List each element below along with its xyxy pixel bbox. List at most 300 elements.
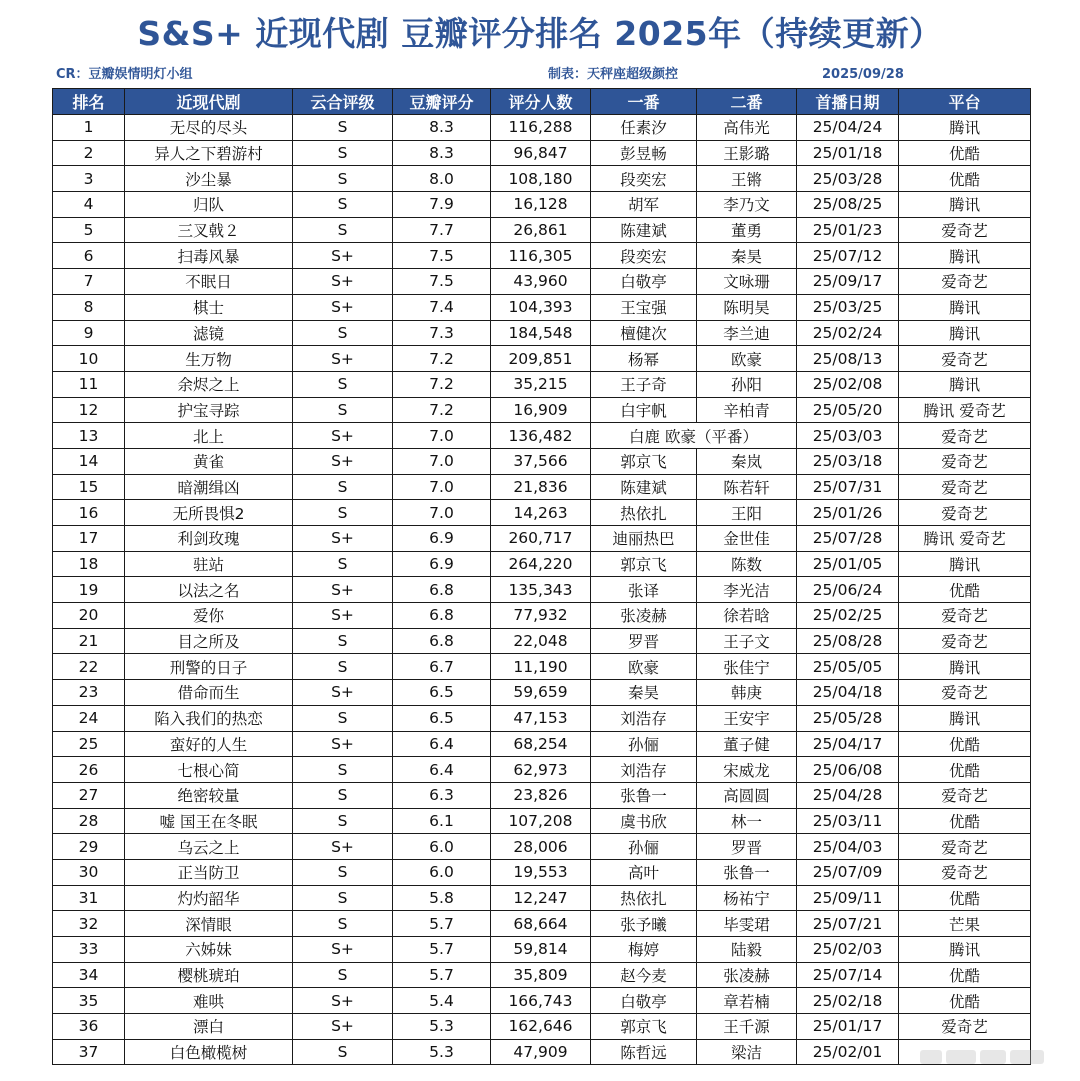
drama-name-cell: 异人之下碧游村: [125, 140, 293, 166]
drama-name-cell: 绝密较量: [125, 782, 293, 808]
rating-count-cell: 22,048: [491, 628, 591, 654]
platform-cell: 腾讯 爱奇艺: [899, 526, 1031, 552]
lead2-cell: 孙阳: [697, 371, 797, 397]
lead1-cell: 彭昱畅: [591, 140, 697, 166]
rating-count-cell: 35,215: [491, 371, 591, 397]
rating-count-cell: 16,128: [491, 192, 591, 218]
premiere-date-cell: 25/03/28: [797, 166, 899, 192]
premiere-date-cell: 25/03/11: [797, 808, 899, 834]
table-row: [53, 937, 1031, 963]
rank-cell: 18: [53, 551, 125, 577]
lead2-cell: 张鲁一: [697, 859, 797, 885]
platform-cell: 爱奇艺: [899, 217, 1031, 243]
table-row: [53, 628, 1031, 654]
rank-cell: 26: [53, 757, 125, 783]
grade-cell: S: [293, 474, 393, 500]
platform-cell: 腾讯: [899, 705, 1031, 731]
rank-cell: 4: [53, 192, 125, 218]
score-cell: 7.2: [393, 346, 491, 372]
rating-count-cell: 19,553: [491, 859, 591, 885]
score-cell: 5.4: [393, 988, 491, 1014]
lead1-cell: 白敬亭: [591, 269, 697, 295]
grade-cell: S: [293, 654, 393, 680]
table-row: [53, 269, 1031, 295]
lead2-cell: 金世佳: [697, 526, 797, 552]
lead2-cell: 李光洁: [697, 577, 797, 603]
score-cell: 7.4: [393, 294, 491, 320]
drama-name-cell: 以法之名: [125, 577, 293, 603]
platform-cell: 优酷: [899, 885, 1031, 911]
platform-cell: 爱奇艺: [899, 628, 1031, 654]
score-cell: 6.4: [393, 757, 491, 783]
lead1-cell: 段奕宏: [591, 243, 697, 269]
lead2-cell: 董勇: [697, 217, 797, 243]
lead1-cell: 刘浩存: [591, 705, 697, 731]
grade-cell: S+: [293, 834, 393, 860]
grade-cell: S+: [293, 988, 393, 1014]
grade-cell: S+: [293, 269, 393, 295]
platform-cell: 优酷: [899, 988, 1031, 1014]
col-header-date: 首播日期: [797, 89, 899, 115]
grade-cell: S+: [293, 448, 393, 474]
platform-cell: 爱奇艺: [899, 448, 1031, 474]
lead2-cell: 秦岚: [697, 448, 797, 474]
table-row: [53, 1039, 1031, 1065]
rank-cell: 8: [53, 294, 125, 320]
score-cell: 6.0: [393, 834, 491, 860]
lead2-cell: 梁洁: [697, 1039, 797, 1065]
table-row: [53, 859, 1031, 885]
premiere-date-cell: 25/08/28: [797, 628, 899, 654]
drama-name-cell: 无所畏惧2: [125, 500, 293, 526]
rating-count-cell: 264,220: [491, 551, 591, 577]
platform-cell: 芒果: [899, 911, 1031, 937]
rank-cell: 10: [53, 346, 125, 372]
premiere-date-cell: 25/07/09: [797, 859, 899, 885]
drama-name-cell: 利剑玫瑰: [125, 526, 293, 552]
platform-cell: 优酷: [899, 731, 1031, 757]
grade-cell: S+: [293, 680, 393, 706]
score-cell: 6.5: [393, 680, 491, 706]
premiere-date-cell: 25/06/24: [797, 577, 899, 603]
lead1-cell: 杨幂: [591, 346, 697, 372]
lead1-cell: 段奕宏: [591, 166, 697, 192]
grade-cell: S: [293, 192, 393, 218]
lead1-cell: 王宝强: [591, 294, 697, 320]
rating-count-cell: 68,664: [491, 911, 591, 937]
table-row: [53, 346, 1031, 372]
lead1-cell: 虞书欣: [591, 808, 697, 834]
drama-name-cell: 不眠日: [125, 269, 293, 295]
rank-cell: 35: [53, 988, 125, 1014]
table-row: [53, 500, 1031, 526]
rating-count-cell: 116,305: [491, 243, 591, 269]
rating-count-cell: 62,973: [491, 757, 591, 783]
rating-count-cell: 135,343: [491, 577, 591, 603]
premiere-date-cell: 25/02/25: [797, 603, 899, 629]
drama-name-cell: 护宝寻踪: [125, 397, 293, 423]
table-row: [53, 423, 1031, 449]
premiere-date-cell: 25/07/28: [797, 526, 899, 552]
rating-count-cell: 23,826: [491, 782, 591, 808]
premiere-date-cell: 25/04/17: [797, 731, 899, 757]
drama-name-cell: 扫毒风暴: [125, 243, 293, 269]
rating-count-cell: 209,851: [491, 346, 591, 372]
rank-cell: 33: [53, 937, 125, 963]
lead1-cell: 梅婷: [591, 937, 697, 963]
rank-cell: 32: [53, 911, 125, 937]
platform-cell: 优酷: [899, 166, 1031, 192]
premiere-date-cell: 25/04/24: [797, 115, 899, 141]
score-cell: 6.8: [393, 628, 491, 654]
premiere-date-cell: 25/01/26: [797, 500, 899, 526]
lead1-cell: 热依扎: [591, 500, 697, 526]
grade-cell: S: [293, 705, 393, 731]
rating-count-cell: 184,548: [491, 320, 591, 346]
grade-cell: S+: [293, 423, 393, 449]
lead1-cell: 郭京飞: [591, 1014, 697, 1040]
drama-name-cell: 北上: [125, 423, 293, 449]
score-cell: 7.2: [393, 371, 491, 397]
lead2-cell: 欧豪: [697, 346, 797, 372]
score-cell: 8.3: [393, 115, 491, 141]
rating-count-cell: 12,247: [491, 885, 591, 911]
lead1-cell: 刘浩存: [591, 757, 697, 783]
drama-name-cell: 爱你: [125, 603, 293, 629]
table-row: [53, 192, 1031, 218]
lead1-cell: 高叶: [591, 859, 697, 885]
premiere-date-cell: 25/04/28: [797, 782, 899, 808]
premiere-date-cell: 25/01/23: [797, 217, 899, 243]
lead2-cell: 毕雯珺: [697, 911, 797, 937]
table-row: [53, 680, 1031, 706]
grade-cell: S: [293, 962, 393, 988]
premiere-date-cell: 25/05/05: [797, 654, 899, 680]
rank-cell: 1: [53, 115, 125, 141]
drama-name-cell: 无尽的尽头: [125, 115, 293, 141]
rating-count-cell: 47,153: [491, 705, 591, 731]
drama-name-cell: 难哄: [125, 988, 293, 1014]
score-cell: 8.0: [393, 166, 491, 192]
drama-name-cell: 深情眼: [125, 911, 293, 937]
score-cell: 7.0: [393, 474, 491, 500]
score-cell: 5.3: [393, 1014, 491, 1040]
lead1-cell: 张鲁一: [591, 782, 697, 808]
score-cell: 7.7: [393, 217, 491, 243]
col-header-grade: 云合评级: [293, 89, 393, 115]
premiere-date-cell: 25/07/12: [797, 243, 899, 269]
lead1-cell: 张凌赫: [591, 603, 697, 629]
lead2-cell: 秦昊: [697, 243, 797, 269]
rank-cell: 15: [53, 474, 125, 500]
table-row: [53, 654, 1031, 680]
lead1-cell: 欧豪: [591, 654, 697, 680]
score-cell: 5.7: [393, 911, 491, 937]
lead2-cell: 王子文: [697, 628, 797, 654]
premiere-date-cell: 25/01/17: [797, 1014, 899, 1040]
drama-name-cell: 白色橄榄树: [125, 1039, 293, 1065]
score-cell: 5.7: [393, 962, 491, 988]
rating-count-cell: 28,006: [491, 834, 591, 860]
lead1-cell: 陈哲远: [591, 1039, 697, 1065]
rating-count-cell: 96,847: [491, 140, 591, 166]
drama-name-cell: 驻站: [125, 551, 293, 577]
lead1-cell: 郭京飞: [591, 448, 697, 474]
rank-cell: 11: [53, 371, 125, 397]
drama-name-cell: 借命而生: [125, 680, 293, 706]
score-cell: 6.3: [393, 782, 491, 808]
platform-cell: 优酷: [899, 962, 1031, 988]
watermark-logo: [920, 1046, 1060, 1068]
lead1-cell: 张予曦: [591, 911, 697, 937]
table-row: [53, 911, 1031, 937]
grade-cell: S: [293, 115, 393, 141]
table-row: [53, 782, 1031, 808]
lead1-cell: 胡军: [591, 192, 697, 218]
lead1-cell: 白宇帆: [591, 397, 697, 423]
premiere-date-cell: 25/02/03: [797, 937, 899, 963]
rank-cell: 7: [53, 269, 125, 295]
lead2-cell: 王影璐: [697, 140, 797, 166]
score-cell: 7.0: [393, 423, 491, 449]
platform-cell: 爱奇艺: [899, 834, 1031, 860]
lead2-cell: 陈数: [697, 551, 797, 577]
platform-cell: 爱奇艺: [899, 423, 1031, 449]
grade-cell: S+: [293, 603, 393, 629]
score-cell: 7.0: [393, 500, 491, 526]
premiere-date-cell: 25/04/03: [797, 834, 899, 860]
lead2-cell: 李乃文: [697, 192, 797, 218]
table-row: [53, 705, 1031, 731]
lead2-cell: 张凌赫: [697, 962, 797, 988]
rating-count-cell: 16,909: [491, 397, 591, 423]
rating-count-cell: 162,646: [491, 1014, 591, 1040]
score-cell: 5.7: [393, 937, 491, 963]
drama-name-cell: 黄雀: [125, 448, 293, 474]
lead2-cell: 韩庚: [697, 680, 797, 706]
score-cell: 7.5: [393, 243, 491, 269]
lead2-cell: 陆毅: [697, 937, 797, 963]
rating-count-cell: 47,909: [491, 1039, 591, 1065]
col-header-rank: 排名: [53, 89, 125, 115]
rank-cell: 21: [53, 628, 125, 654]
table-row: [53, 603, 1031, 629]
premiere-date-cell: 25/02/08: [797, 371, 899, 397]
platform-cell: 爱奇艺: [899, 859, 1031, 885]
lead2-cell: 宋威龙: [697, 757, 797, 783]
rating-count-cell: 77,932: [491, 603, 591, 629]
rank-cell: 19: [53, 577, 125, 603]
rating-count-cell: 68,254: [491, 731, 591, 757]
platform-cell: 爱奇艺: [899, 1014, 1031, 1040]
score-cell: 5.8: [393, 885, 491, 911]
rating-count-cell: 11,190: [491, 654, 591, 680]
table-row: [53, 526, 1031, 552]
rank-cell: 17: [53, 526, 125, 552]
drama-name-cell: 灼灼韶华: [125, 885, 293, 911]
rank-cell: 37: [53, 1039, 125, 1065]
lead1-cell: 陈建斌: [591, 474, 697, 500]
lead2-cell: 陈明昊: [697, 294, 797, 320]
lead2-cell: 高伟光: [697, 115, 797, 141]
credit-text: CR：豆瓣娱情明灯小组: [56, 67, 193, 82]
lead2-cell: 张佳宁: [697, 654, 797, 680]
lead2-cell: 高圆圆: [697, 782, 797, 808]
score-cell: 6.9: [393, 551, 491, 577]
score-cell: 6.4: [393, 731, 491, 757]
drama-name-cell: 目之所及: [125, 628, 293, 654]
col-header-count: 评分人数: [491, 89, 591, 115]
rank-cell: 12: [53, 397, 125, 423]
rating-count-cell: 14,263: [491, 500, 591, 526]
grade-cell: S: [293, 140, 393, 166]
grade-cell: S: [293, 808, 393, 834]
rank-cell: 9: [53, 320, 125, 346]
premiere-date-cell: 25/02/18: [797, 988, 899, 1014]
rank-cell: 20: [53, 603, 125, 629]
score-cell: 7.0: [393, 448, 491, 474]
table-row: [53, 834, 1031, 860]
grade-cell: S+: [293, 346, 393, 372]
platform-cell: 优酷: [899, 140, 1031, 166]
platform-cell: 爱奇艺: [899, 474, 1031, 500]
score-cell: 8.3: [393, 140, 491, 166]
rating-count-cell: 43,960: [491, 269, 591, 295]
rank-cell: 30: [53, 859, 125, 885]
rating-count-cell: 166,743: [491, 988, 591, 1014]
drama-name-cell: 暗潮缉凶: [125, 474, 293, 500]
platform-cell: 爱奇艺: [899, 346, 1031, 372]
lead2-cell: 王锵: [697, 166, 797, 192]
lead1-cell: 郭京飞: [591, 551, 697, 577]
grade-cell: S+: [293, 1014, 393, 1040]
drama-name-cell: 乌云之上: [125, 834, 293, 860]
table-row: [53, 577, 1031, 603]
lead1-cell: 白鹿 欧豪（平番）: [591, 423, 797, 449]
table-row: [53, 551, 1031, 577]
platform-cell: 腾讯: [899, 551, 1031, 577]
rank-cell: 29: [53, 834, 125, 860]
table-header-row: [53, 89, 1031, 115]
drama-name-cell: 余烬之上: [125, 371, 293, 397]
lead2-cell: 辛柏青: [697, 397, 797, 423]
grade-cell: S+: [293, 731, 393, 757]
lead1-cell: 赵今麦: [591, 962, 697, 988]
lead1-cell: 迪丽热巴: [591, 526, 697, 552]
lead1-cell: 秦昊: [591, 680, 697, 706]
premiere-date-cell: 25/02/01: [797, 1039, 899, 1065]
rank-cell: 2: [53, 140, 125, 166]
table-row: [53, 140, 1031, 166]
platform-cell: 腾讯: [899, 115, 1031, 141]
drama-name-cell: 樱桃琥珀: [125, 962, 293, 988]
score-cell: 6.8: [393, 603, 491, 629]
premiere-date-cell: 25/08/13: [797, 346, 899, 372]
premiere-date-cell: 25/09/17: [797, 269, 899, 295]
rating-count-cell: 260,717: [491, 526, 591, 552]
score-cell: 6.7: [393, 654, 491, 680]
grade-cell: S: [293, 217, 393, 243]
lead1-cell: 任素汐: [591, 115, 697, 141]
lead2-cell: 王阳: [697, 500, 797, 526]
premiere-date-cell: 25/05/20: [797, 397, 899, 423]
lead1-cell: 张译: [591, 577, 697, 603]
platform-cell: 优酷: [899, 577, 1031, 603]
lead1-cell: 孙俪: [591, 731, 697, 757]
date-text: 2025/09/28: [822, 67, 904, 82]
grade-cell: S: [293, 628, 393, 654]
lead2-cell: 李兰迪: [697, 320, 797, 346]
drama-name-cell: 蛮好的人生: [125, 731, 293, 757]
grade-cell: S+: [293, 526, 393, 552]
rating-count-cell: 37,566: [491, 448, 591, 474]
grade-cell: S+: [293, 937, 393, 963]
score-cell: 7.5: [393, 269, 491, 295]
platform-cell: 腾讯 爱奇艺: [899, 397, 1031, 423]
table-row: [53, 371, 1031, 397]
platform-cell: 腾讯: [899, 654, 1031, 680]
rating-count-cell: 21,836: [491, 474, 591, 500]
premiere-date-cell: 25/07/31: [797, 474, 899, 500]
platform-cell: 爱奇艺: [899, 500, 1031, 526]
rating-count-cell: 116,288: [491, 115, 591, 141]
rank-cell: 27: [53, 782, 125, 808]
score-cell: 7.3: [393, 320, 491, 346]
grade-cell: S: [293, 885, 393, 911]
lead1-cell: 陈建斌: [591, 217, 697, 243]
grade-cell: S: [293, 757, 393, 783]
rank-cell: 24: [53, 705, 125, 731]
score-cell: 7.2: [393, 397, 491, 423]
grade-cell: S: [293, 1039, 393, 1065]
table-body: [53, 115, 1031, 1065]
lead1-cell: 王子奇: [591, 371, 697, 397]
score-cell: 6.8: [393, 577, 491, 603]
drama-name-cell: 嘘 国王在冬眠: [125, 808, 293, 834]
table-row: [53, 731, 1031, 757]
premiere-date-cell: 25/06/08: [797, 757, 899, 783]
platform-cell: 爱奇艺: [899, 603, 1031, 629]
rank-cell: 16: [53, 500, 125, 526]
grade-cell: S: [293, 320, 393, 346]
table-row: [53, 320, 1031, 346]
drama-name-cell: 生万物: [125, 346, 293, 372]
table-row: [53, 962, 1031, 988]
drama-name-cell: 正当防卫: [125, 859, 293, 885]
drama-name-cell: 沙尘暴: [125, 166, 293, 192]
table-row: [53, 1014, 1031, 1040]
rank-cell: 28: [53, 808, 125, 834]
grade-cell: S: [293, 371, 393, 397]
lead2-cell: 董子健: [697, 731, 797, 757]
rating-count-cell: 107,208: [491, 808, 591, 834]
platform-cell: 腾讯: [899, 937, 1031, 963]
col-header-drama: 近现代剧: [125, 89, 293, 115]
table-row: [53, 448, 1031, 474]
lead2-cell: 杨祐宁: [697, 885, 797, 911]
score-cell: 5.3: [393, 1039, 491, 1065]
premiere-date-cell: 25/09/11: [797, 885, 899, 911]
table-row: [53, 808, 1031, 834]
drama-name-cell: 陷入我们的热恋: [125, 705, 293, 731]
grade-cell: S+: [293, 577, 393, 603]
rank-cell: 6: [53, 243, 125, 269]
rating-count-cell: 35,809: [491, 962, 591, 988]
grade-cell: S+: [293, 294, 393, 320]
grade-cell: S: [293, 500, 393, 526]
grade-cell: S: [293, 551, 393, 577]
platform-cell: 爱奇艺: [899, 782, 1031, 808]
